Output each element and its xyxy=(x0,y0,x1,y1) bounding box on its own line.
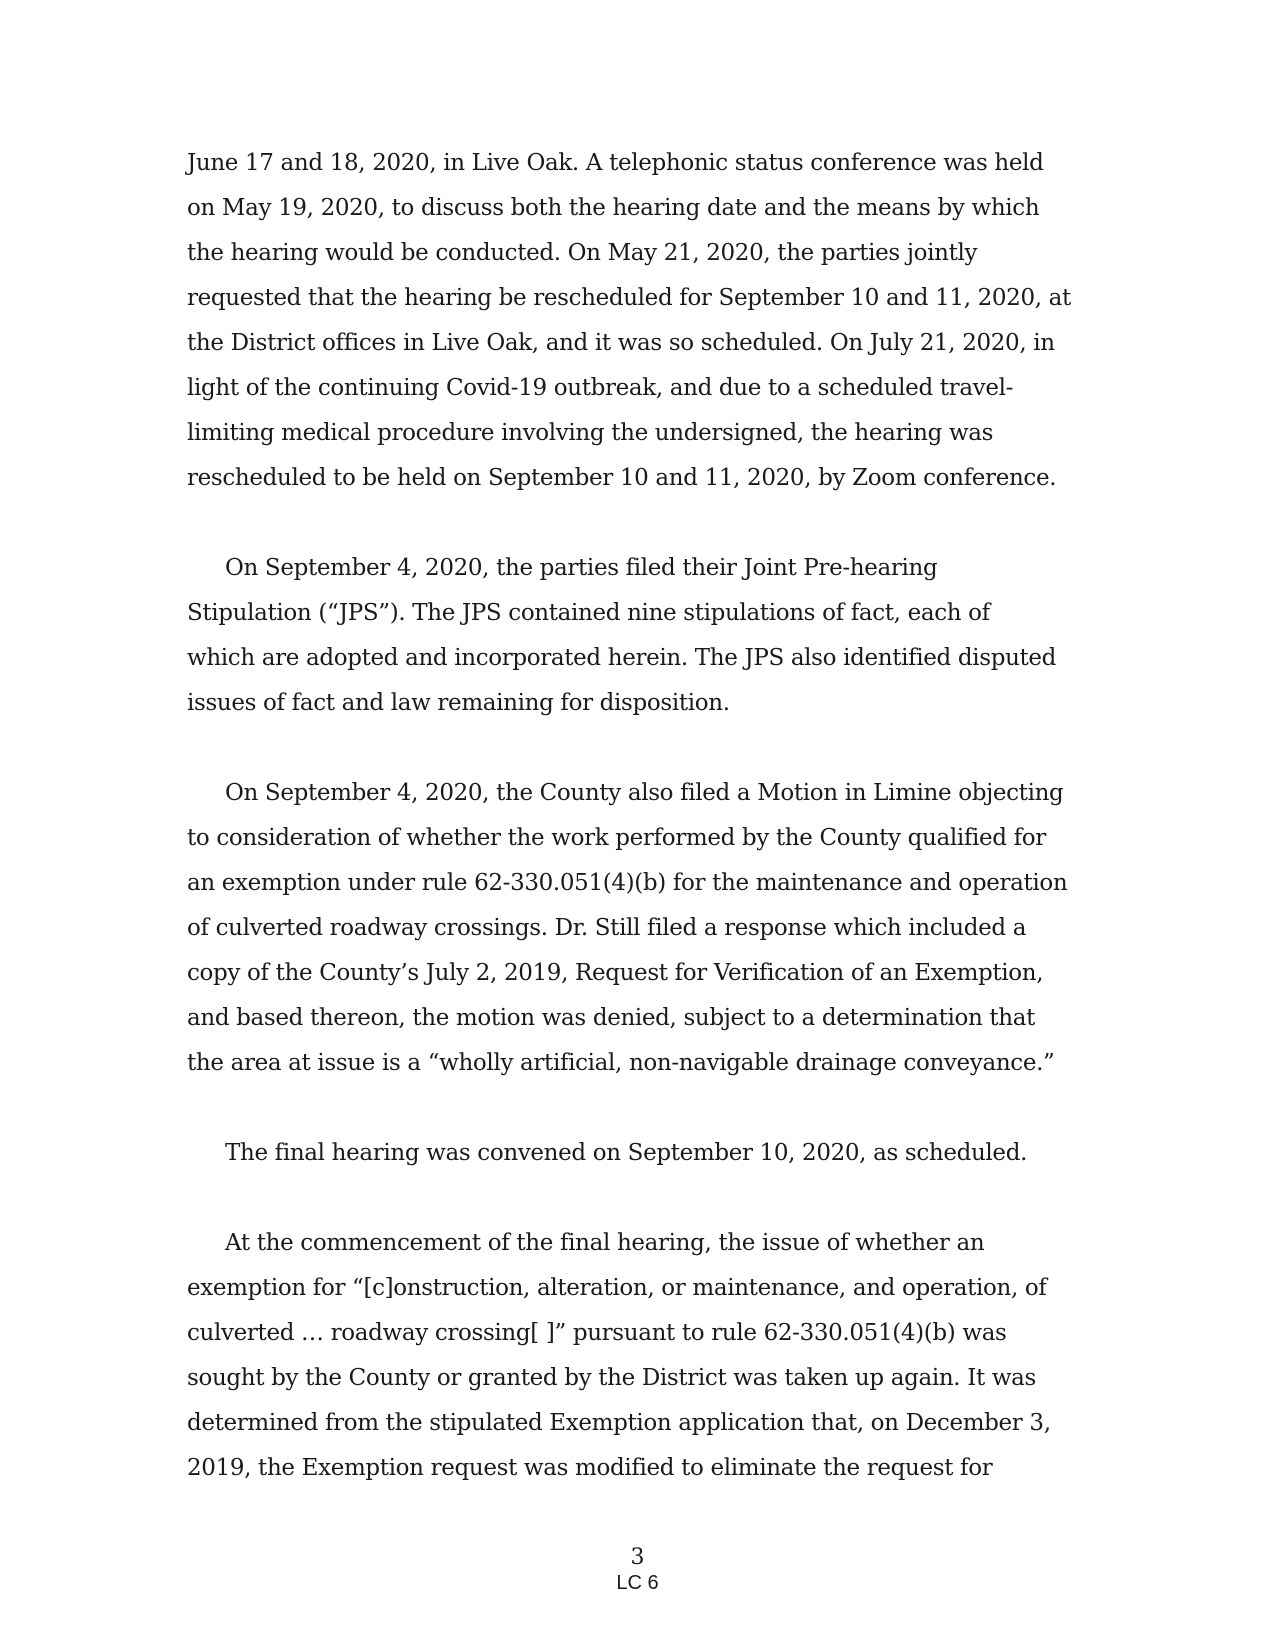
document-body xyxy=(187,141,1092,1491)
text-line: issues of fact and law remaining for disposition. xyxy=(187,690,730,716)
paragraph xyxy=(187,1221,1092,1491)
text-line: The final hearing was convened on September 10, 2020, as scheduled. xyxy=(225,1140,1028,1166)
text-line: an exemption under rule 62-330.051(4)(b) for the maintenance and operation xyxy=(187,870,1068,896)
text-line: and based thereon, the motion was denied, subject to a determination that xyxy=(187,1005,1036,1031)
text-line: On September 4, 2020, the parties filed their Joint Pre-hearing xyxy=(225,555,938,581)
text-line: copy of the County’s July 2, 2019, Request for Verification of an Exemption, xyxy=(187,960,1044,986)
paragraph xyxy=(187,546,1092,726)
text-line: the District offices in Live Oak, and it was so scheduled. On July 21, 2020, in xyxy=(187,330,1055,356)
text-line: determined from the stipulated Exemption application that, on December 3, xyxy=(187,1410,1051,1436)
text-line: of culverted roadway crossings. Dr. Still filed a response which included a xyxy=(187,915,1027,941)
text-line: limiting medical procedure involving the undersigned, the hearing was xyxy=(187,420,994,446)
text-line: light of the continuing Covid-19 outbreak, and due to a scheduled travel- xyxy=(187,375,1014,401)
text-line: sought by the County or granted by the District was taken up again. It was xyxy=(187,1365,1036,1391)
text-line: to consideration of whether the work performed by the County qualified for xyxy=(187,825,1046,851)
paragraph xyxy=(187,1131,1092,1176)
text-line: June 17 and 18, 2020, in Live Oak. A telephonic status conference was held xyxy=(187,150,1044,176)
text-line: exemption for “[c]onstruction, alteration, or maintenance, and operation, of xyxy=(187,1275,1047,1301)
page-number: 3 xyxy=(630,1545,645,1570)
text-line: which are adopted and incorporated herein. The JPS also identified disputed xyxy=(187,645,1057,671)
text-line: the hearing would be conducted. On May 21, 2020, the parties jointly xyxy=(187,240,978,266)
text-line: culverted … roadway crossing[ ]” pursuant to rule 62-330.051(4)(b) was xyxy=(187,1320,1007,1346)
paragraph xyxy=(187,771,1092,1086)
text-line: on May 19, 2020, to discuss both the hearing date and the means by which xyxy=(187,195,1040,221)
text-line: rescheduled to be held on September 10 and 11, 2020, by Zoom conference. xyxy=(187,465,1057,491)
text-line: At the commencement of the final hearing, the issue of whether an xyxy=(225,1230,985,1256)
document-code: LC 6 xyxy=(616,1572,659,1594)
text-line: requested that the hearing be rescheduled for September 10 and 11, 2020, at xyxy=(187,285,1071,311)
paragraph xyxy=(187,141,1092,501)
text-line: 2019, the Exemption request was modified to eliminate the request for xyxy=(187,1455,993,1481)
text-line: On September 4, 2020, the County also filed a Motion in Limine objecting xyxy=(225,780,1064,806)
text-line: the area at issue is a “wholly artificial, non-navigable drainage conveyance.” xyxy=(187,1050,1055,1076)
text-line: Stipulation (“JPS”). The JPS contained nine stipulations of fact, each of xyxy=(187,600,990,626)
